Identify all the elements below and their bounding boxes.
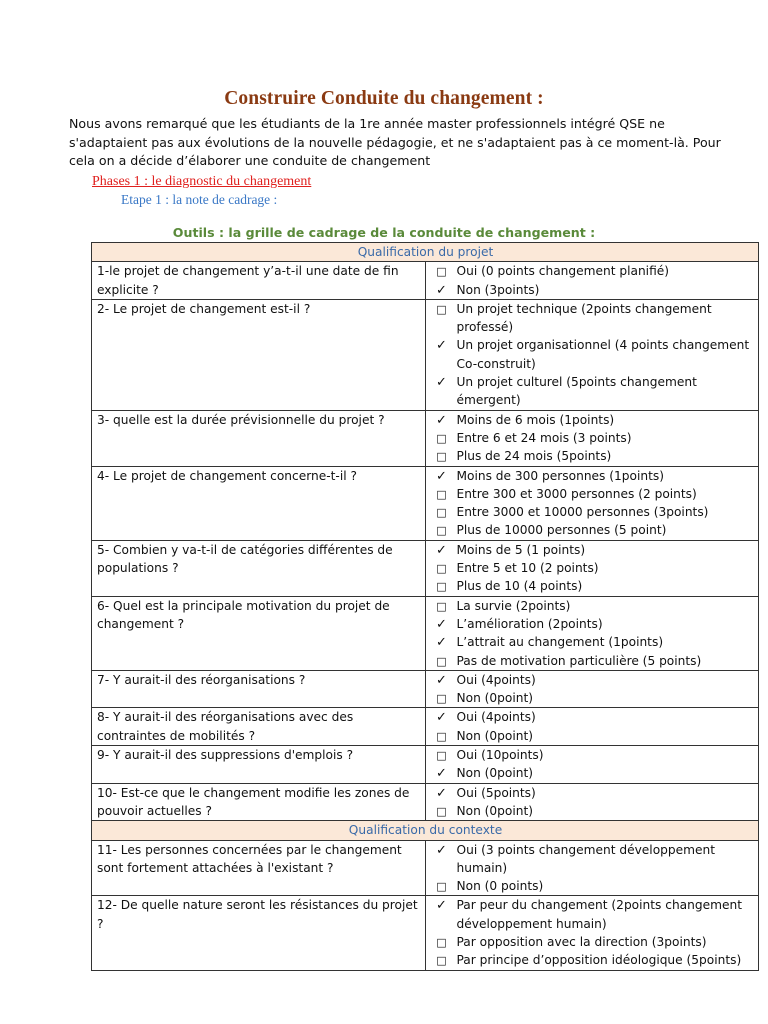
option-label: Entre 3000 et 10000 personnes (3points) xyxy=(456,505,709,520)
option-label: Plus de 10 (4 points) xyxy=(456,579,583,594)
table-row xyxy=(92,540,759,596)
table-row xyxy=(92,708,759,746)
checkmark-icon xyxy=(435,764,449,783)
option-label: Par peur du changement (2points changement développement humain) xyxy=(456,898,742,931)
options-cell xyxy=(425,783,759,821)
checkmark-icon xyxy=(435,633,449,652)
checkmark-icon xyxy=(435,541,449,560)
option-item xyxy=(431,300,755,337)
checkmark-icon xyxy=(435,281,449,300)
option-item xyxy=(431,373,755,410)
question-cell: 8- Y aurait-il des réorganisations avec des contraintes de mobilités ? xyxy=(92,708,426,746)
table-row xyxy=(92,410,759,466)
outils-heading: Outils : la grille de cadrage de la conduite de changement : xyxy=(172,225,596,240)
option-label: Un projet technique (2points changement professé) xyxy=(456,301,712,335)
options-cell xyxy=(425,262,759,300)
option-label: Moins de 5 (1 points) xyxy=(456,542,586,557)
checkbox-icon xyxy=(435,652,449,671)
options-cell xyxy=(425,410,759,466)
checkbox-icon xyxy=(435,559,449,578)
option-item xyxy=(431,503,755,521)
options-cell xyxy=(425,896,759,970)
question-cell: 2- Le projet de changement est-il ? xyxy=(92,299,426,410)
options-cell xyxy=(425,466,759,540)
option-item xyxy=(431,841,755,878)
option-item xyxy=(431,746,755,764)
phase-heading: Phases 1 : le diagnostic du changement xyxy=(92,174,312,189)
table-row xyxy=(92,466,759,540)
checkbox-icon xyxy=(435,727,449,746)
question-cell: 4- Le projet de changement concerne-t-il ? xyxy=(92,466,426,540)
options-cell xyxy=(425,596,759,670)
option-label: Non (3points) xyxy=(456,282,540,297)
option-item xyxy=(431,933,755,951)
table-row xyxy=(92,262,759,300)
option-label: L’attrait au changement (1points) xyxy=(456,635,664,650)
etape-heading: Etape 1 : la note de cadrage : xyxy=(121,192,278,207)
checkbox-icon xyxy=(435,577,449,596)
option-item xyxy=(431,671,755,689)
option-label: Plus de 10000 personnes (5 point) xyxy=(456,523,667,538)
question-cell: 5- Combien y va-t-il de catégories différentes de populations ? xyxy=(92,540,426,596)
question-cell: 12- De quelle nature seront les résistances du projet ? xyxy=(92,896,426,970)
intro-paragraph: Nous avons remarqué que les étudiants de la 1re année master professionnels intégré QSE ne s'adaptaient pas aux évolutions de la nouvelle pédagogie, et ne s'adaptaient pas à ce moment-là. Pour cela on a décide d’élaborer une conduite de changement xyxy=(69,116,721,168)
option-label: La survie (2points) xyxy=(456,598,571,613)
options-cell xyxy=(425,746,759,784)
section-header-row xyxy=(92,821,759,840)
options-list xyxy=(431,784,755,821)
option-label: Oui (0 points changement planifié) xyxy=(456,264,669,279)
checkbox-icon xyxy=(435,597,449,616)
checkmark-icon xyxy=(435,411,449,430)
option-label: Par opposition avec la direction (3points) xyxy=(456,934,707,949)
checkbox-icon xyxy=(435,429,449,448)
question-cell: 10- Est-ce que le changement modifie les zones de pouvoir actuelles ? xyxy=(92,783,426,821)
table-row xyxy=(92,596,759,670)
options-list xyxy=(431,896,755,969)
checkbox-icon xyxy=(435,521,449,540)
option-label: Oui (10points) xyxy=(456,748,544,763)
option-item xyxy=(431,802,755,820)
option-item xyxy=(431,951,755,969)
section-header: Qualification du contexte xyxy=(92,821,759,840)
option-item xyxy=(431,559,755,577)
option-item xyxy=(431,541,755,559)
options-cell xyxy=(425,840,759,896)
checkbox-icon xyxy=(435,689,449,708)
options-list xyxy=(431,541,755,596)
checkmark-icon xyxy=(435,615,449,634)
options-list xyxy=(431,671,755,708)
checkbox-icon xyxy=(435,746,449,765)
question-cell: 1-le projet de changement y’a-t-il une date de fin explicite ? xyxy=(92,262,426,300)
table-row xyxy=(92,783,759,821)
option-item xyxy=(431,689,755,707)
options-list xyxy=(431,262,755,299)
checkmark-icon xyxy=(435,467,449,486)
table-row xyxy=(92,746,759,784)
question-cell: 9- Y aurait-il des suppressions d'emplois ? xyxy=(92,746,426,784)
options-list xyxy=(431,746,755,783)
checkbox-icon xyxy=(435,877,449,896)
option-item xyxy=(431,485,755,503)
option-label: Moins de 6 mois (1points) xyxy=(456,412,615,427)
option-label: Non (0 points) xyxy=(456,879,544,894)
checkbox-icon xyxy=(435,300,449,319)
option-item xyxy=(431,281,755,299)
checkmark-icon xyxy=(435,671,449,690)
page-title: Construire Conduite du changement : xyxy=(224,88,544,109)
checkbox-icon xyxy=(435,262,449,281)
option-label: Entre 5 et 10 (2 points) xyxy=(456,561,599,576)
table-row xyxy=(92,670,759,708)
option-item xyxy=(431,411,755,429)
option-label: Non (0point) xyxy=(456,728,534,743)
checkbox-icon xyxy=(435,503,449,522)
option-label: Un projet culturel (5points changement émergent) xyxy=(456,375,697,408)
option-label: Oui (3 points changement développement humain) xyxy=(456,842,715,875)
option-item xyxy=(431,521,755,539)
option-label: Moins de 300 personnes (1points) xyxy=(456,468,664,483)
checkbox-icon xyxy=(435,447,449,466)
options-list xyxy=(431,597,755,670)
option-item xyxy=(431,597,755,615)
option-item xyxy=(431,467,755,485)
options-cell xyxy=(425,540,759,596)
option-label: Entre 300 et 3000 personnes (2 points) xyxy=(456,486,697,501)
option-item xyxy=(431,727,755,745)
option-item xyxy=(431,652,755,670)
option-item xyxy=(431,429,755,447)
section-header-row xyxy=(92,243,759,262)
option-label: Plus de 24 mois (5points) xyxy=(456,449,612,464)
option-label: Oui (4points) xyxy=(456,672,536,687)
section-header: Qualification du projet xyxy=(92,243,759,262)
option-item xyxy=(431,633,755,651)
checkbox-icon xyxy=(435,951,449,970)
options-list xyxy=(431,411,755,466)
option-item xyxy=(431,784,755,802)
checkmark-icon xyxy=(435,373,449,392)
option-label: Par principe d’opposition idéologique (5points) xyxy=(456,953,742,968)
option-item xyxy=(431,447,755,465)
checkmark-icon xyxy=(435,336,449,355)
option-label: Un projet organisationnel (4 points changement Co-construit) xyxy=(456,338,750,371)
option-item xyxy=(431,708,755,726)
checkmark-icon xyxy=(435,708,449,727)
options-list xyxy=(431,841,755,896)
option-item xyxy=(431,577,755,595)
question-cell: 11- Les personnes concernées par le changement sont fortement attachées à l'existant ? xyxy=(92,840,426,896)
option-label: Non (0point) xyxy=(456,803,534,818)
option-label: Entre 6 et 24 mois (3 points) xyxy=(456,430,632,445)
checkbox-icon xyxy=(435,802,449,821)
checkmark-icon xyxy=(435,841,449,860)
question-cell: 7- Y aurait-il des réorganisations ? xyxy=(92,670,426,708)
option-label: L’amélioration (2points) xyxy=(456,616,603,631)
options-list xyxy=(431,300,755,410)
option-label: Oui (5points) xyxy=(456,785,536,800)
option-label: Oui (4points) xyxy=(456,710,536,725)
options-cell xyxy=(425,708,759,746)
table-row xyxy=(92,896,759,970)
option-item xyxy=(431,896,755,933)
options-cell xyxy=(425,670,759,708)
option-label: Non (0point) xyxy=(456,691,534,706)
option-item xyxy=(431,877,755,895)
table-row xyxy=(92,840,759,896)
option-item xyxy=(431,615,755,633)
options-cell xyxy=(425,299,759,410)
option-item xyxy=(431,764,755,782)
question-cell: 6- Quel est la principale motivation du projet de changement ? xyxy=(92,596,426,670)
options-list xyxy=(431,708,755,745)
options-list xyxy=(431,467,755,540)
checkmark-icon xyxy=(435,896,449,915)
checkmark-icon xyxy=(435,784,449,803)
cadrage-grid-table xyxy=(91,242,759,971)
checkbox-icon xyxy=(435,933,449,952)
table-row xyxy=(92,299,759,410)
question-cell: 3- quelle est la durée prévisionnelle du projet ? xyxy=(92,410,426,466)
cadrage-grid-body xyxy=(92,243,759,971)
option-label: Non (0point) xyxy=(456,766,534,781)
checkbox-icon xyxy=(435,485,449,504)
option-item xyxy=(431,262,755,280)
option-label: Pas de motivation particulière (5 points) xyxy=(456,653,702,668)
option-item xyxy=(431,336,755,373)
